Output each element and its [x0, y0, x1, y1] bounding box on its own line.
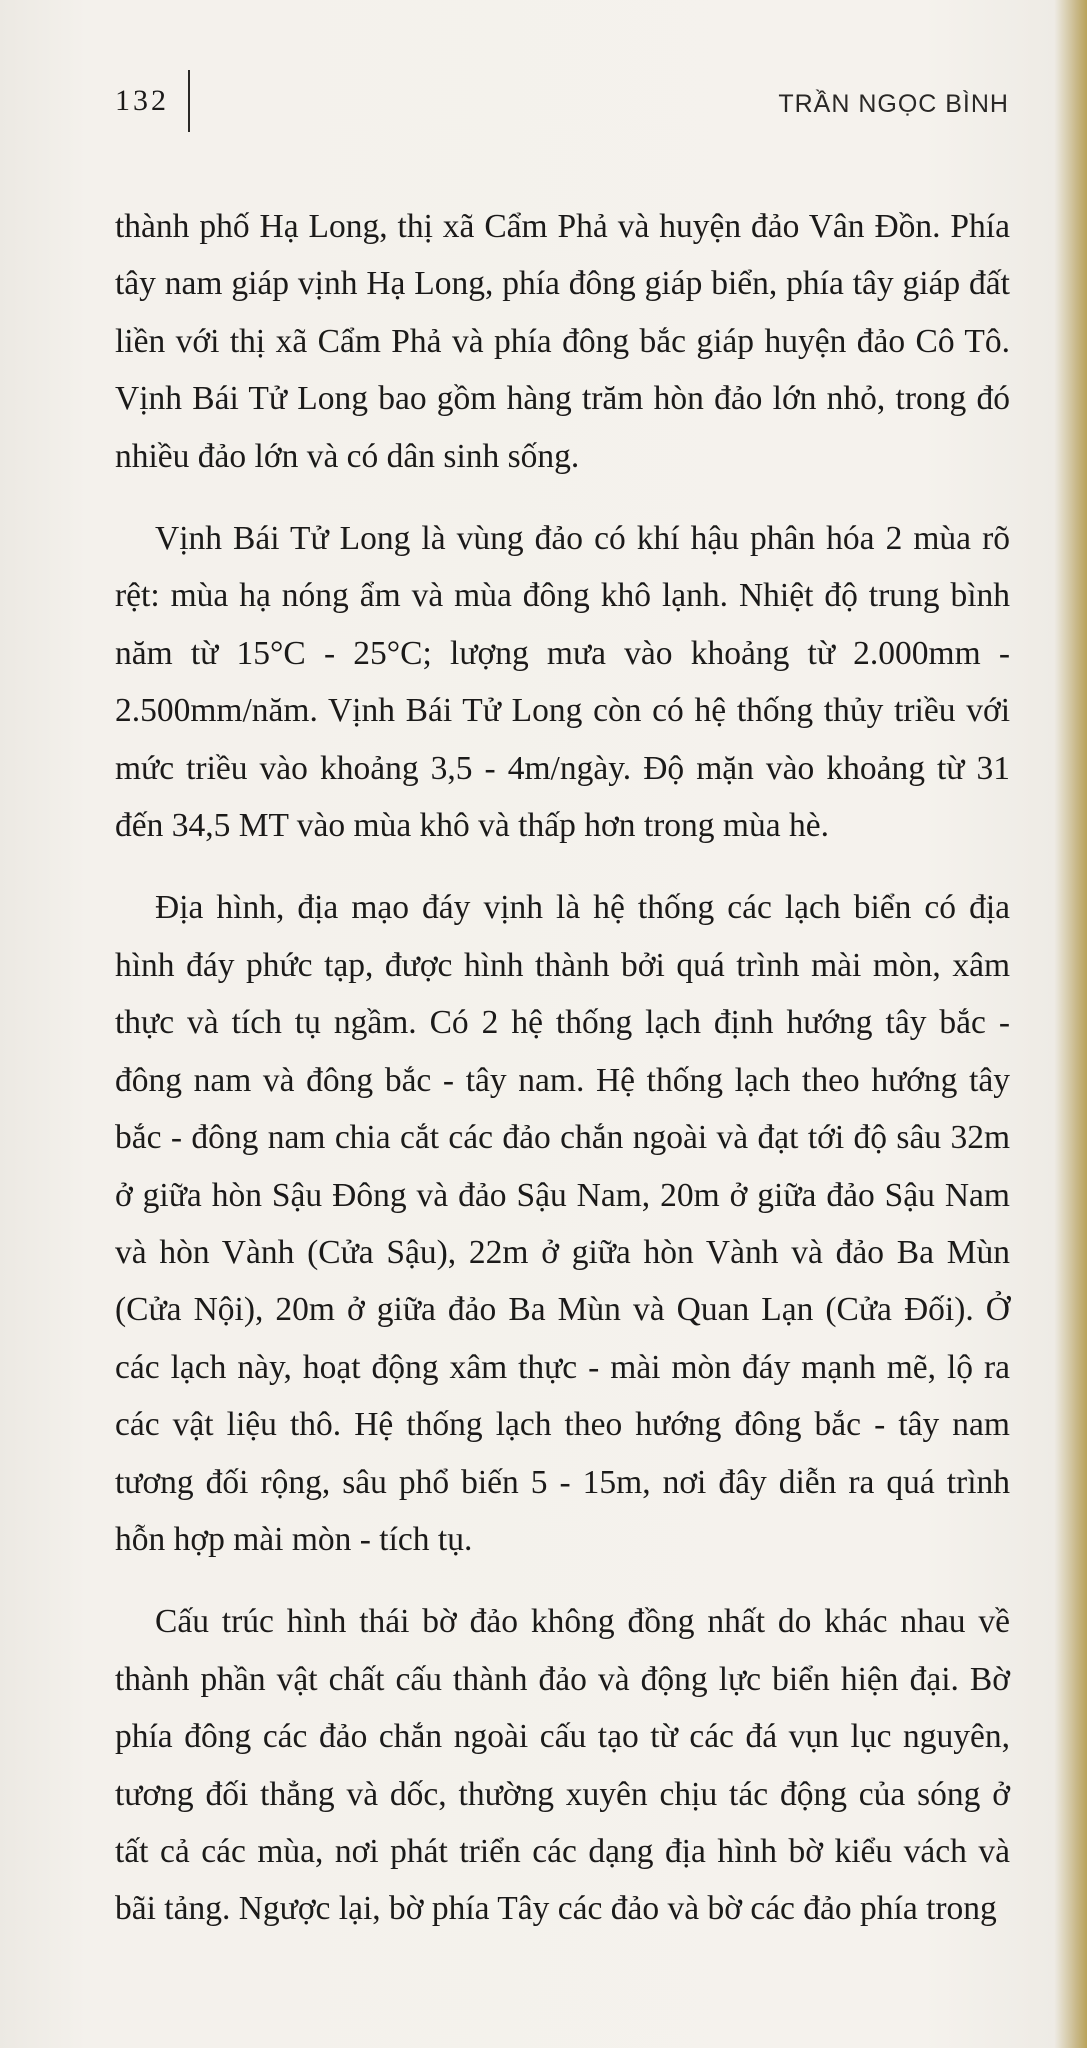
- paragraph: Vịnh Bái Tử Long là vùng đảo có khí hậu phân hóa 2 mùa rõ rệt: mùa hạ nóng ẩm và mùa đông khô lạnh. Nhiệt độ trung bình năm từ 15°C - 25°C; lượng mưa vào khoảng từ 2.000mm - 2.500mm/năm. Vịnh Bái Tử Long còn có hệ thống thủy triều với mức triều vào khoảng 3,5 - 4m/ngày. Độ mặn vào khoảng từ 31 đến 34,5 MT vào mùa khô và thấp hơn trong mùa hè.: [115, 520, 1010, 845]
- page-header: [0, 70, 1087, 140]
- body-text: [115, 198, 1010, 1963]
- paragraph: Địa hình, địa mạo đáy vịnh là hệ thống các lạch biển có địa hình đáy phức tạp, được hình thành bởi quá trình mài mòn, xâm thực và tích tụ ngầm. Có 2 hệ thống lạch định hướng tây bắc - đông nam và đông bắc - tây nam. Hệ thống lạch theo hướng tây bắc - đông nam chia cắt các đảo chắn ngoài và đạt tới độ sâu 32m ở giữa hòn Sậu Đông và đảo Sậu Nam, 20m ở giữa đảo Sậu Nam và hòn Vành (Cửa Sậu), 22m ở giữa hòn Vành và đảo Ba Mùn (Cửa Nội), 20m ở giữa đảo Ba Mùn và Quan Lạn (Cửa Đối). Ở các lạch này, hoạt động xâm thực - mài mòn đáy mạnh mẽ, lộ ra các vật liệu thô. Hệ thống lạch theo hướng đông bắc - tây nam tương đối rộng, sâu phổ biến 5 - 15m, nơi đây diễn ra quá trình hỗn hợp mài mòn - tích tụ.: [115, 889, 1010, 1558]
- page-number: 132: [115, 84, 169, 117]
- paragraph: thành phố Hạ Long, thị xã Cẩm Phả và huyện đảo Vân Đồn. Phía tây nam giáp vịnh Hạ Long, phía đông giáp biển, phía tây giáp đất liền với thị xã Cẩm Phả và phía đông bắc giáp huyện đảo Cô Tô. Vịnh Bái Tử Long bao gồm hàng trăm hòn đảo lớn nhỏ, trong đó nhiều đảo lớn và có dân sinh sống.: [115, 208, 1010, 475]
- running-head-author: TRẦN NGỌC BÌNH: [778, 90, 1009, 118]
- header-divider: [188, 70, 190, 132]
- paragraph: Cấu trúc hình thái bờ đảo không đồng nhất do khác nhau về thành phần vật chất cấu thành đảo và động lực biển hiện đại. Bờ phía đông các đảo chắn ngoài cấu tạo từ các đá vụn lục nguyên, tương đối thẳng và dốc, thường xuyên chịu tác động của sóng ở tất cả các mùa, nơi phát triển các dạng địa hình bờ kiểu vách và bãi tảng. Ngược lại, bờ phía Tây các đảo và bờ các đảo phía trong: [115, 1603, 1010, 1928]
